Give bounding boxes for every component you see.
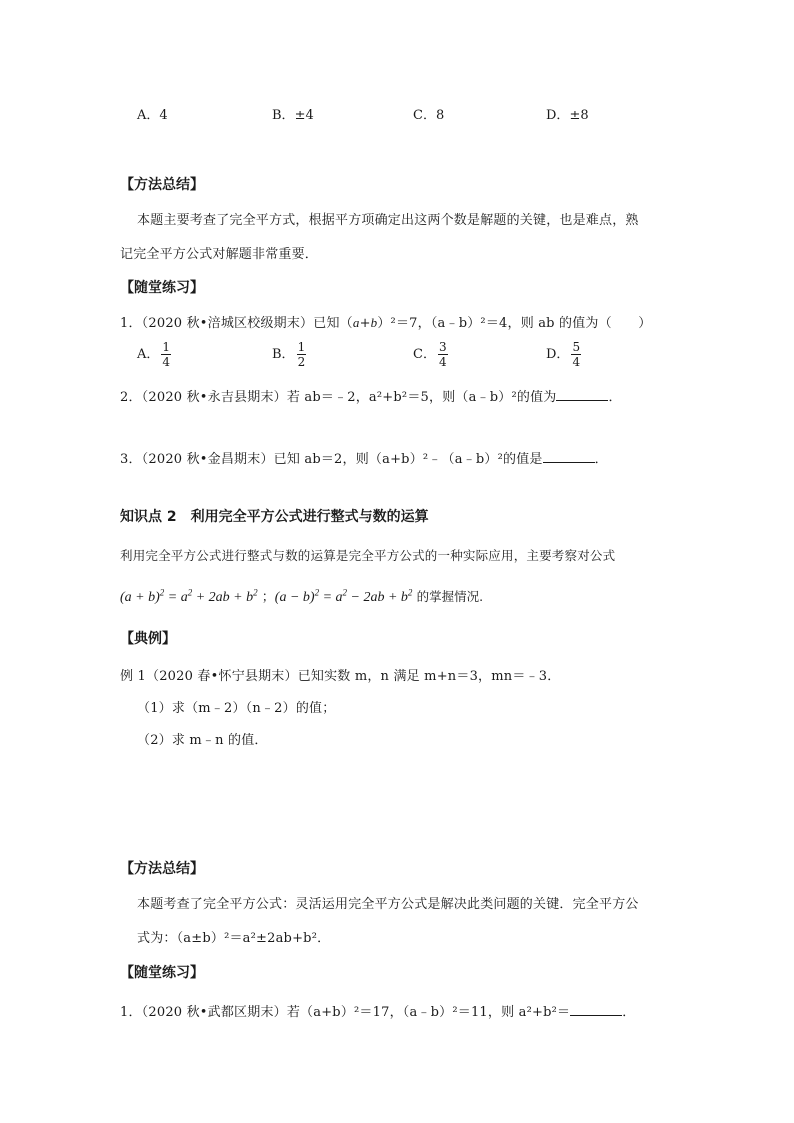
method-summary-2-line2: 式为：（a±b）²＝a²±2ab+b²． [137,931,331,946]
practice-q1-option-d: D． $\frac{5}{4}$ [546,340,581,369]
method-summary-line1: 本题主要考查了完全平方式，根据平方项确定出这两个数是解题的关键，也是难点，熟 [137,213,639,228]
answer-blank [570,1003,622,1016]
practice-title-2: 【随堂练习】 [120,965,204,981]
practice-q1: 1．（2020 秋•涪城区校级期末）已知（a+b）²＝7，（a﹣b）²＝4，则 ab 的值为（ ） [120,315,652,331]
knowledge-intro: 利用完全平方公式进行整式与数的运算是完全平方公式的一种实际应用，主要考察对公式 [120,548,616,563]
option-b: B．±4 [272,108,314,123]
method-summary-title: 【方法总结】 [120,177,204,193]
option-c: C．8 [413,108,445,123]
example-title: 【典例】 [120,631,176,647]
example-question: 例 1（2020 春•怀宁县期末）已知实数 m，n 满足 m+n＝3，mn＝﹣3． [120,669,561,684]
practice-q2: 2．（2020 秋•永吉县期末）若 ab＝﹣2，a²+b²＝5，则（a﹣b）²的值为 ． [120,390,622,405]
answer-blank [556,388,608,401]
example-part-1: （1）求（m﹣2）（n﹣2）的值； [137,701,336,716]
option-d: D．±8 [546,108,589,123]
practice-q3: 3．（2020 秋•金昌期末）已知 ab＝2，则（a+b）²﹣（a﹣b）²的值是 ． [120,452,608,467]
practice-q1-option-a: A． $\frac{1}{4}$ [137,340,171,369]
practice-q1-option-b: B． $\frac{1}{2}$ [272,340,306,369]
answer-blank [543,450,595,463]
practice-q1-option-c: C． $\frac{3}{4}$ [413,340,447,369]
method-summary-line2: 记完全平方公式对解题非常重要． [120,247,319,262]
method-summary-2-line1: 本题考查了完全平方公式：灵活运用完全平方公式是解决此类问题的关键．完全平方公 [137,897,639,912]
option-a: A．4 [137,108,168,123]
formula-line: $(a + b)^2 = a^2 + 2ab + b^2$ ；$(a - b)^2 = a^2 - 2ab + b^2$ 的掌握情况. [120,587,484,605]
example-part-2: （2）求 m﹣n 的值． [137,733,268,748]
method-summary-title-2: 【方法总结】 [120,861,204,877]
knowledge-point-title: 知识点 2 利用完全平方公式进行整式与数的运算 [120,509,429,525]
practice-2-q1: 1．（2020 秋•武都区期末）若（a+b）²＝17，（a﹣b）²＝11，则 a²+b²＝ ． [120,1005,636,1020]
practice-title: 【随堂练习】 [120,280,204,296]
